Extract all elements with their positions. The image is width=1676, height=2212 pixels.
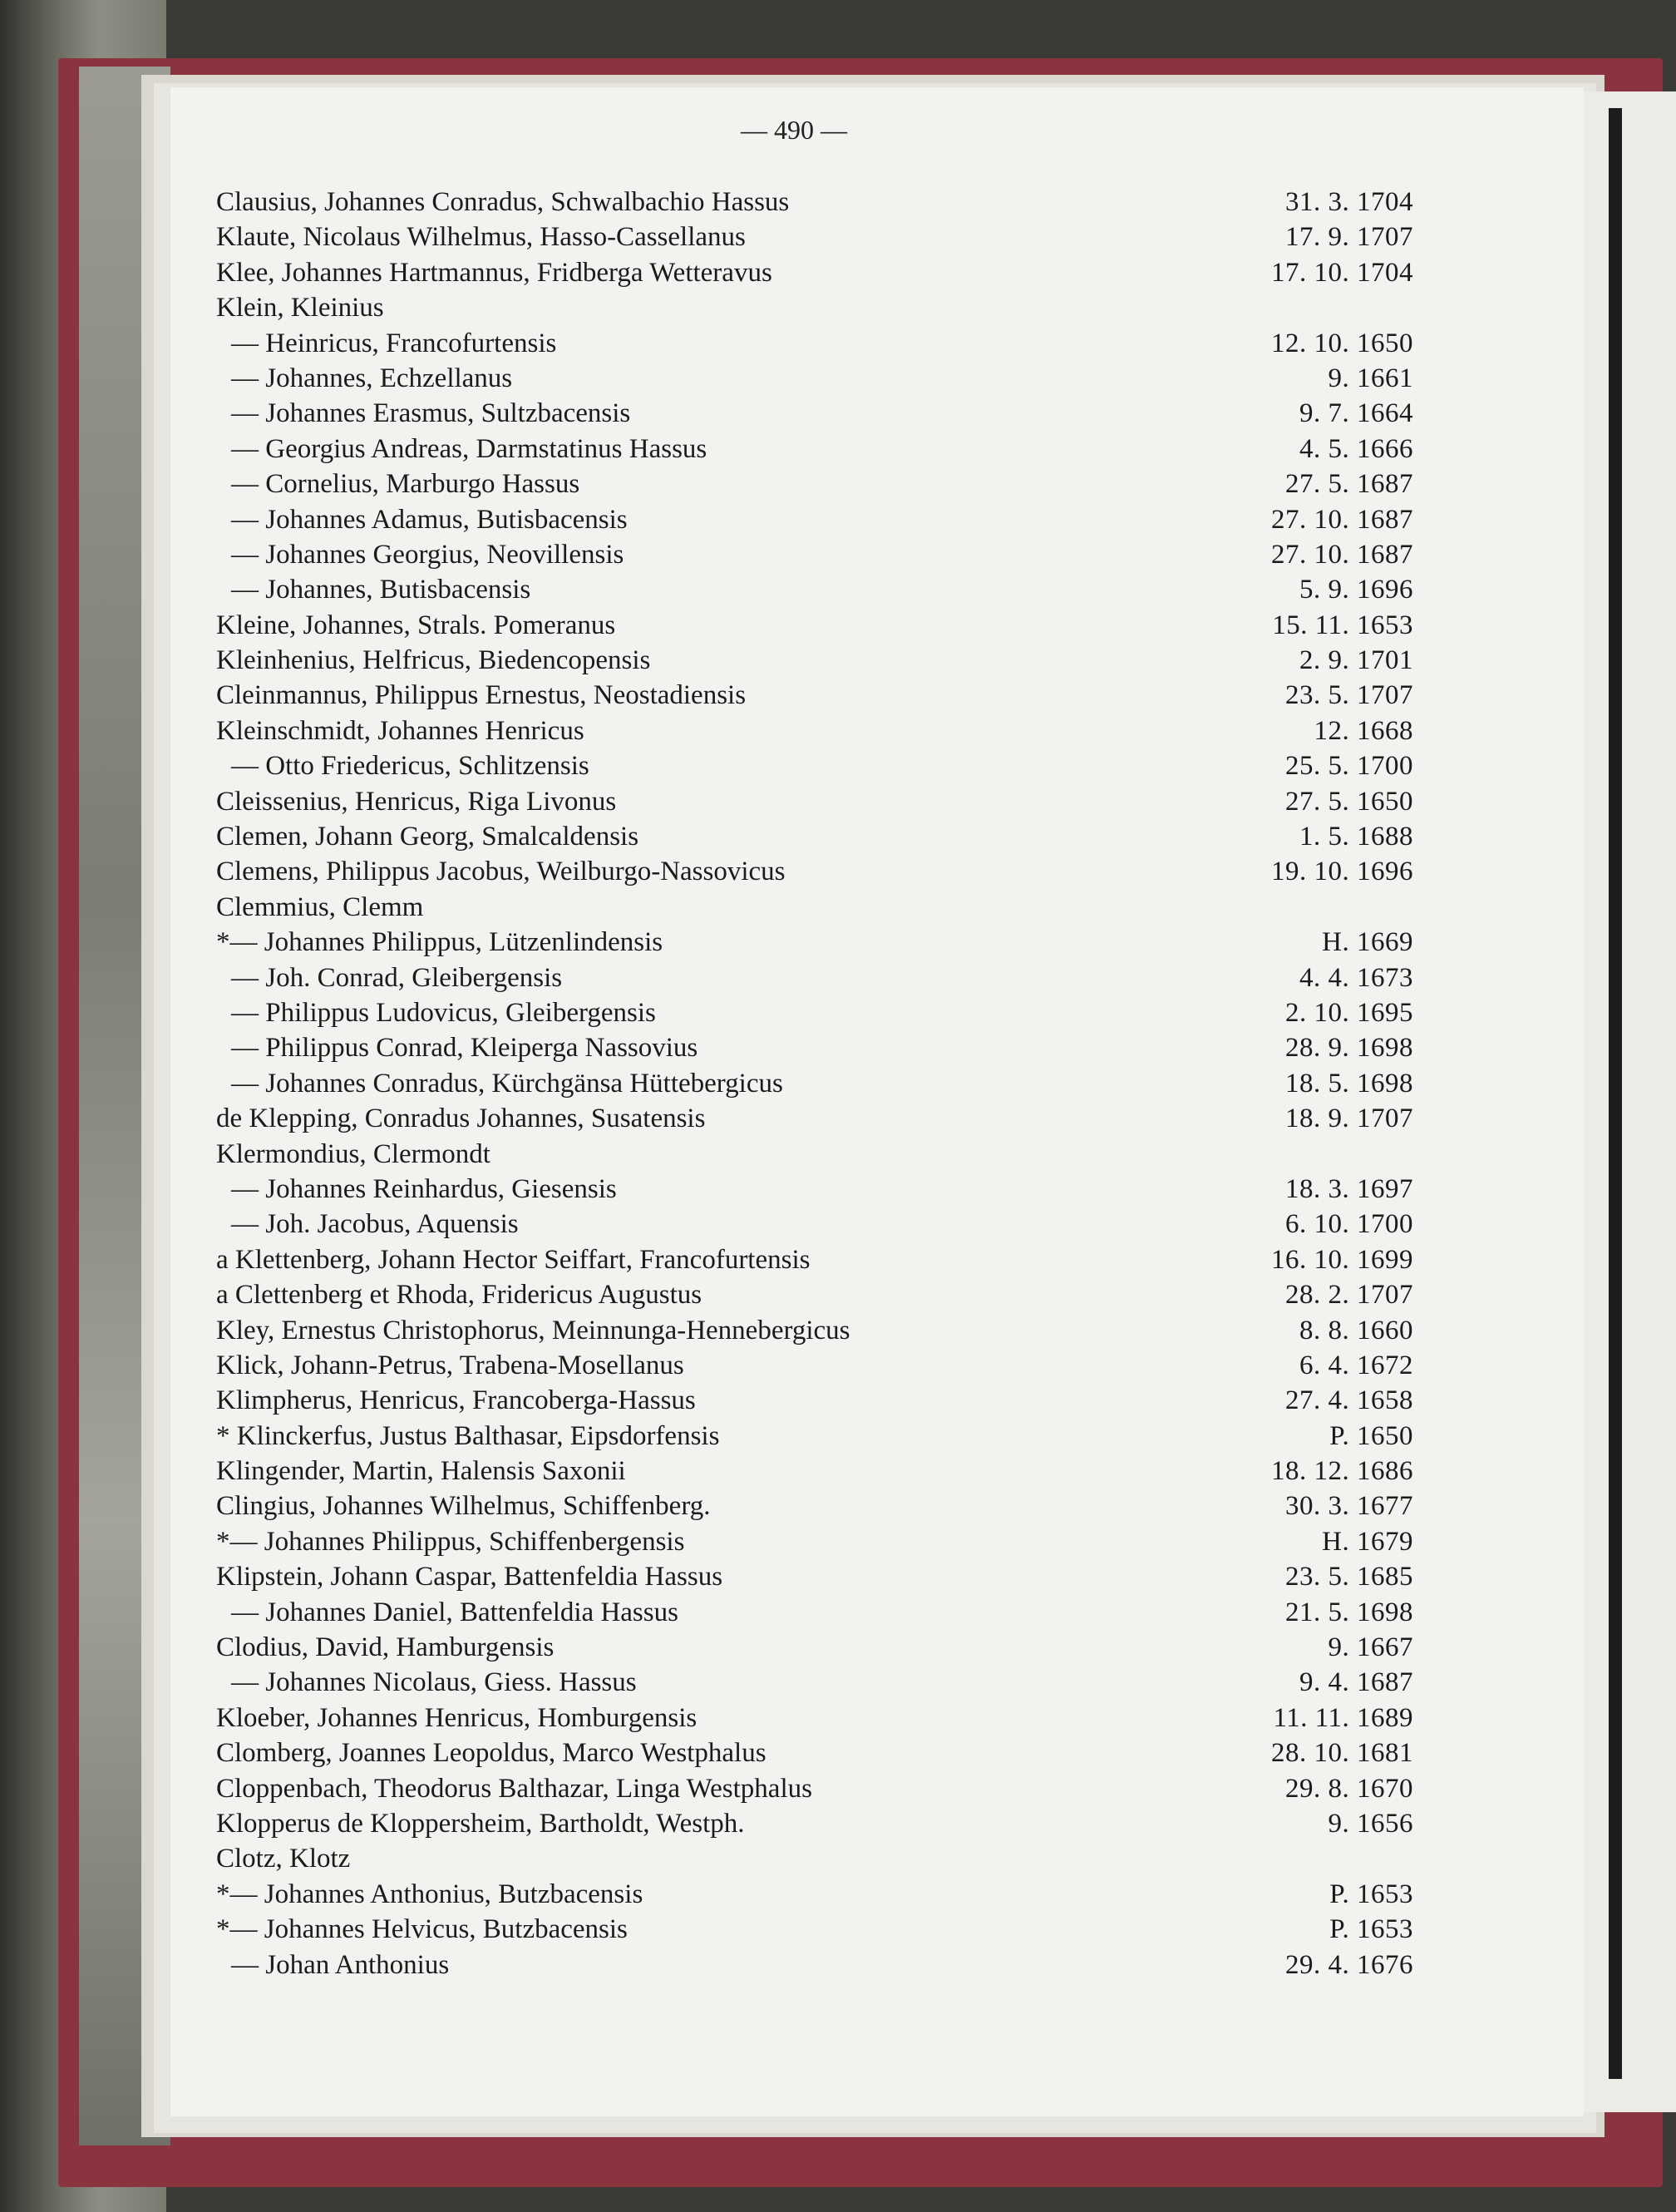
entry-date: 8. 8. 1660 (1299, 1315, 1413, 1345)
entry-name: — Georgius Andreas, Darmstatinus Hassus (231, 433, 707, 464)
entry-name: Klimpherus, Henricus, Francoberga-Hassus (216, 1385, 696, 1416)
entry-date: 17. 9. 1707 (1285, 222, 1413, 253)
entry-name: Klingender, Martin, Halensis Saxonii (216, 1456, 626, 1487)
entry-name: — Philippus Ludovicus, Gleibergensis (231, 997, 656, 1028)
entry-date: 29. 8. 1670 (1285, 1773, 1413, 1804)
entry-date: 12. 1668 (1314, 715, 1413, 746)
entry-name: Klopperus de Kloppersheim, Bartholdt, Westph. (216, 1808, 745, 1839)
entry-name: — Heinricus, Francofurtensis (231, 328, 557, 358)
register-entry (216, 1806, 1413, 1841)
entry-date: 28. 2. 1707 (1285, 1280, 1413, 1311)
entry-date: 19. 10. 1696 (1271, 857, 1413, 887)
entry-name: a Klettenberg, Johann Hector Seiffart, Francofurtensis (216, 1244, 811, 1275)
entry-name: Cleissenius, Henricus, Riga Livonus (216, 786, 617, 817)
register-entry (216, 1489, 1413, 1523)
entry-date: 16. 10. 1699 (1271, 1244, 1413, 1275)
entry-name: Klermondius, Clermondt (216, 1138, 490, 1169)
register-entry (216, 1348, 1413, 1383)
entry-date: 18. 12. 1686 (1271, 1456, 1413, 1487)
entry-date: P. 1650 (1329, 1420, 1413, 1451)
entry-name: Clausius, Johannes Conradus, Schwalbachio Hassus (216, 187, 790, 217)
entry-name: *— Johannes Helvicus, Butzbacensis (216, 1914, 628, 1945)
entry-date: H. 1679 (1322, 1526, 1413, 1557)
entry-date: 15. 11. 1653 (1272, 610, 1413, 640)
entry-name: *— Johannes Philippus, Lützenlindensis (216, 927, 663, 958)
entry-date: 9. 1667 (1328, 1632, 1413, 1663)
entry-date: 27. 10. 1687 (1271, 539, 1413, 570)
entry-date: 6. 4. 1672 (1299, 1350, 1413, 1380)
entry-name: *— Johannes Philippus, Schiffenbergensis (216, 1526, 685, 1557)
register-entry (216, 255, 1413, 290)
entry-name: Clomberg, Joannes Leopoldus, Marco Westphalus (216, 1738, 767, 1769)
register-entry (216, 1101, 1413, 1136)
register-entry (216, 1559, 1413, 1594)
entry-date: 5. 9. 1696 (1299, 575, 1413, 605)
entry-date: P. 1653 (1329, 1879, 1413, 1909)
register-entry (216, 361, 1413, 396)
entry-date: 29. 4. 1676 (1285, 1949, 1413, 1980)
entry-name: — Johannes, Echzellanus (231, 363, 513, 393)
entry-name: Clemmius, Clemm (216, 891, 424, 922)
register-entry (216, 1630, 1413, 1665)
register-entry (216, 537, 1413, 572)
entry-date: 28. 9. 1698 (1285, 1033, 1413, 1064)
entry-name: — Johannes, Butisbacensis (231, 575, 531, 605)
register-entry (216, 1877, 1413, 1912)
register-entry (216, 467, 1413, 501)
entry-date: 30. 3. 1677 (1285, 1491, 1413, 1522)
register-entry (216, 784, 1413, 819)
register-entry (216, 1665, 1413, 1700)
entry-date: 11. 11. 1689 (1273, 1702, 1413, 1733)
register-entry (216, 925, 1413, 960)
entry-date: 31. 3. 1704 (1285, 187, 1413, 217)
entry-date: 23. 5. 1685 (1285, 1562, 1413, 1592)
entry-name: — Philippus Conrad, Kleiperga Nassovius (231, 1033, 698, 1064)
entry-name: — Johannes Erasmus, Sultzbacensis (231, 398, 631, 429)
entry-name: — Johannes Reinhardus, Giesensis (231, 1173, 617, 1204)
register-entry (216, 1948, 1413, 1982)
entry-name: de Klepping, Conradus Johannes, Susatensis (216, 1104, 706, 1134)
entry-name: Kloeber, Johannes Henricus, Homburgensis (216, 1702, 698, 1733)
entry-name: — Joh. Conrad, Gleibergensis (231, 962, 563, 993)
register-entry (216, 1172, 1413, 1207)
entry-date: 18. 5. 1698 (1285, 1068, 1413, 1099)
entry-name: Clodius, David, Hamburgensis (216, 1632, 555, 1663)
entry-date: 2. 10. 1695 (1285, 997, 1413, 1028)
register-entry (216, 713, 1413, 748)
register-entry (216, 1841, 1413, 1876)
register-entry (216, 185, 1413, 220)
register-entry (216, 1419, 1413, 1454)
entry-name: — Cornelius, Marburgo Hassus (231, 469, 580, 500)
register-entry (216, 1454, 1413, 1489)
entry-date: 18. 9. 1707 (1285, 1104, 1413, 1134)
entry-name: Clingius, Johannes Wilhelmus, Schiffenberg. (216, 1491, 711, 1522)
entry-date: 17. 10. 1704 (1271, 257, 1413, 288)
entry-date: 27. 10. 1687 (1271, 504, 1413, 535)
entry-name: Cleinmannus, Philippus Ernestus, Neostadiensis (216, 680, 747, 711)
register-entry (216, 572, 1413, 607)
entry-name: — Johannes Georgius, Neovillensis (231, 539, 624, 570)
entry-name: — Joh. Jacobus, Aquensis (231, 1209, 519, 1240)
register-entry (216, 890, 1413, 925)
register-entry (216, 1595, 1413, 1630)
facing-page (1584, 91, 1676, 2112)
register-entry (216, 643, 1413, 678)
register-entry (216, 1771, 1413, 1806)
register-entry (216, 396, 1413, 431)
register-entry (216, 819, 1413, 854)
entry-date: 25. 5. 1700 (1285, 751, 1413, 782)
register-entry (216, 290, 1413, 325)
entry-name: Kleinhenius, Helfricus, Biedencopensis (216, 645, 651, 676)
entry-date: 27. 5. 1650 (1285, 786, 1413, 817)
register-entry (216, 748, 1413, 783)
register-entries (216, 185, 1413, 1982)
register-entry (216, 1701, 1413, 1736)
register-entry (216, 1242, 1413, 1277)
register-entry (216, 1736, 1413, 1770)
entry-name: Clemens, Philippus Jacobus, Weilburgo-Nassovicus (216, 857, 786, 887)
entry-name: Klein, Kleinius (216, 293, 384, 323)
register-entry (216, 854, 1413, 889)
entry-date: H. 1669 (1322, 927, 1413, 958)
entry-name: — Johannes Daniel, Battenfeldia Hassus (231, 1597, 678, 1627)
register-entry (216, 1524, 1413, 1559)
entry-date: 27. 4. 1658 (1285, 1385, 1413, 1416)
register-entry (216, 1277, 1413, 1312)
entry-date: 9. 4. 1687 (1299, 1667, 1413, 1698)
register-entry (216, 608, 1413, 643)
entry-date: 2. 9. 1701 (1299, 645, 1413, 676)
register-entry (216, 1207, 1413, 1242)
entry-name: — Johannes Conradus, Kürchgänsa Hüttebergicus (231, 1068, 783, 1099)
register-entry (216, 1066, 1413, 1101)
entry-name: Clotz, Klotz (216, 1844, 351, 1874)
entry-date: 18. 3. 1697 (1285, 1173, 1413, 1204)
entry-name: Klick, Johann-Petrus, Trabena-Mosellanus (216, 1350, 684, 1380)
entry-name: — Johannes Adamus, Butisbacensis (231, 504, 628, 535)
entry-name: — Otto Friedericus, Schlitzensis (231, 751, 589, 782)
register-entry (216, 960, 1413, 995)
entry-name: a Clettenberg et Rhoda, Fridericus Augustus (216, 1280, 702, 1311)
register-entry (216, 678, 1413, 713)
entry-date: 27. 5. 1687 (1285, 469, 1413, 500)
entry-date: 1. 5. 1688 (1299, 822, 1413, 852)
page-gutter-shadow (1609, 108, 1622, 2079)
entry-name: * Klinckerfus, Justus Balthasar, Eipsdorfensis (216, 1420, 720, 1451)
entry-name: Klipstein, Johann Caspar, Battenfeldia Hassus (216, 1562, 723, 1592)
entry-date: 9. 1661 (1328, 363, 1413, 393)
entry-date: 9. 1656 (1328, 1808, 1413, 1839)
entry-date: 6. 10. 1700 (1285, 1209, 1413, 1240)
register-entry (216, 1030, 1413, 1065)
entry-name: — Johan Anthonius (231, 1949, 450, 1980)
register-entry (216, 502, 1413, 537)
register-entry (216, 1137, 1413, 1172)
entry-date: 4. 4. 1673 (1299, 962, 1413, 993)
entry-name: *— Johannes Anthonius, Butzbacensis (216, 1879, 643, 1909)
entry-date: 12. 10. 1650 (1271, 328, 1413, 358)
entry-name: Kleine, Johannes, Strals. Pomeranus (216, 610, 616, 640)
entry-date: 21. 5. 1698 (1285, 1597, 1413, 1627)
register-entry (216, 326, 1413, 361)
entry-date: 9. 7. 1664 (1299, 398, 1413, 429)
entry-date: P. 1653 (1329, 1914, 1413, 1945)
register-entry (216, 220, 1413, 254)
entry-name: — Johannes Nicolaus, Giess. Hassus (231, 1667, 637, 1698)
register-entry (216, 1383, 1413, 1418)
entry-name: Cloppenbach, Theodorus Balthazar, Linga Westphalus (216, 1773, 812, 1804)
entry-date: 23. 5. 1707 (1285, 680, 1413, 711)
register-entry (216, 432, 1413, 467)
entry-date: 4. 5. 1666 (1299, 433, 1413, 464)
entry-name: Kley, Ernestus Christophorus, Meinnunga-Hennebergicus (216, 1315, 850, 1345)
register-entry (216, 1313, 1413, 1348)
register-entry (216, 995, 1413, 1030)
entry-name: Clemen, Johann Georg, Smalcaldensis (216, 822, 639, 852)
entry-name: Klee, Johannes Hartmannus, Fridberga Wetteravus (216, 257, 772, 288)
register-entry (216, 1912, 1413, 1947)
page-number: — 490 — (741, 115, 847, 145)
entry-name: Klaute, Nicolaus Wilhelmus, Hasso-Cassellanus (216, 222, 746, 253)
entry-name: Kleinschmidt, Johannes Henricus (216, 715, 584, 746)
entry-date: 28. 10. 1681 (1271, 1738, 1413, 1769)
